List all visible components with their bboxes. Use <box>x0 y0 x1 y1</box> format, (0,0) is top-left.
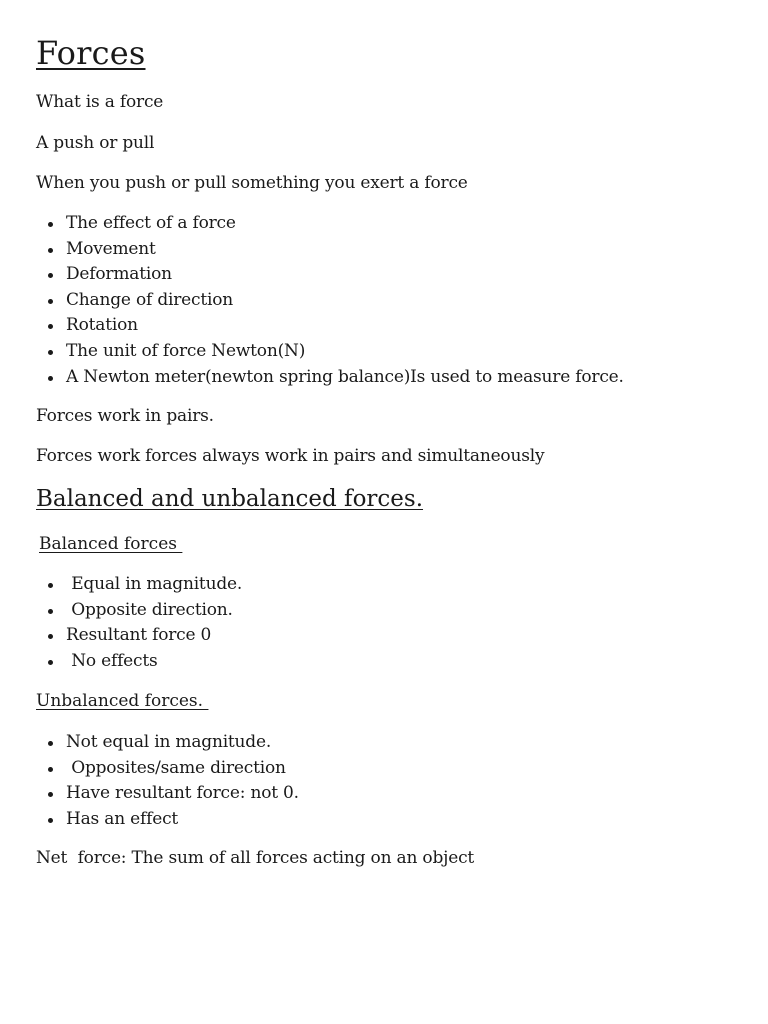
balanced-forces-heading: Balanced forces <box>39 534 183 554</box>
list-item: The unit of force Newton(N) <box>36 339 624 365</box>
intro-answer: A push or pull <box>36 133 155 153</box>
balanced-forces-list <box>36 572 242 674</box>
intro-question: What is a force <box>36 92 164 112</box>
list-item: Resultant force 0 <box>36 623 242 649</box>
list-item: Equal in magnitude. <box>36 572 242 598</box>
list-item: Have resultant force: not 0. <box>36 781 299 807</box>
intro-statement: When you push or pull something you exert a force <box>36 173 468 193</box>
unbalanced-forces-heading: Unbalanced forces. <box>36 691 209 711</box>
list-item: Opposite direction. <box>36 598 242 624</box>
list-item: Movement <box>36 237 624 263</box>
page-title: Forces <box>36 34 146 72</box>
unbalanced-forces-list <box>36 730 299 832</box>
list-item: No effects <box>36 649 242 675</box>
net-force-definition: Net force: The sum of all forces acting on an object <box>36 848 475 868</box>
pairs-line-2: Forces work forces always work in pairs and simultaneously <box>36 446 545 466</box>
list-item: Rotation <box>36 313 624 339</box>
list-item: Deformation <box>36 262 624 288</box>
list-item: Change of direction <box>36 288 624 314</box>
list-item: The effect of a force <box>36 211 624 237</box>
list-item: A Newton meter(newton spring balance)Is used to measure force. <box>36 365 624 391</box>
list-item: Not equal in magnitude. <box>36 730 299 756</box>
pairs-line-1: Forces work in pairs. <box>36 406 214 426</box>
effects-list <box>36 211 624 390</box>
list-item: Opposites/same direction <box>36 756 299 782</box>
section-heading-balanced-unbalanced: Balanced and unbalanced forces. <box>36 486 424 512</box>
list-item: Has an effect <box>36 807 299 833</box>
